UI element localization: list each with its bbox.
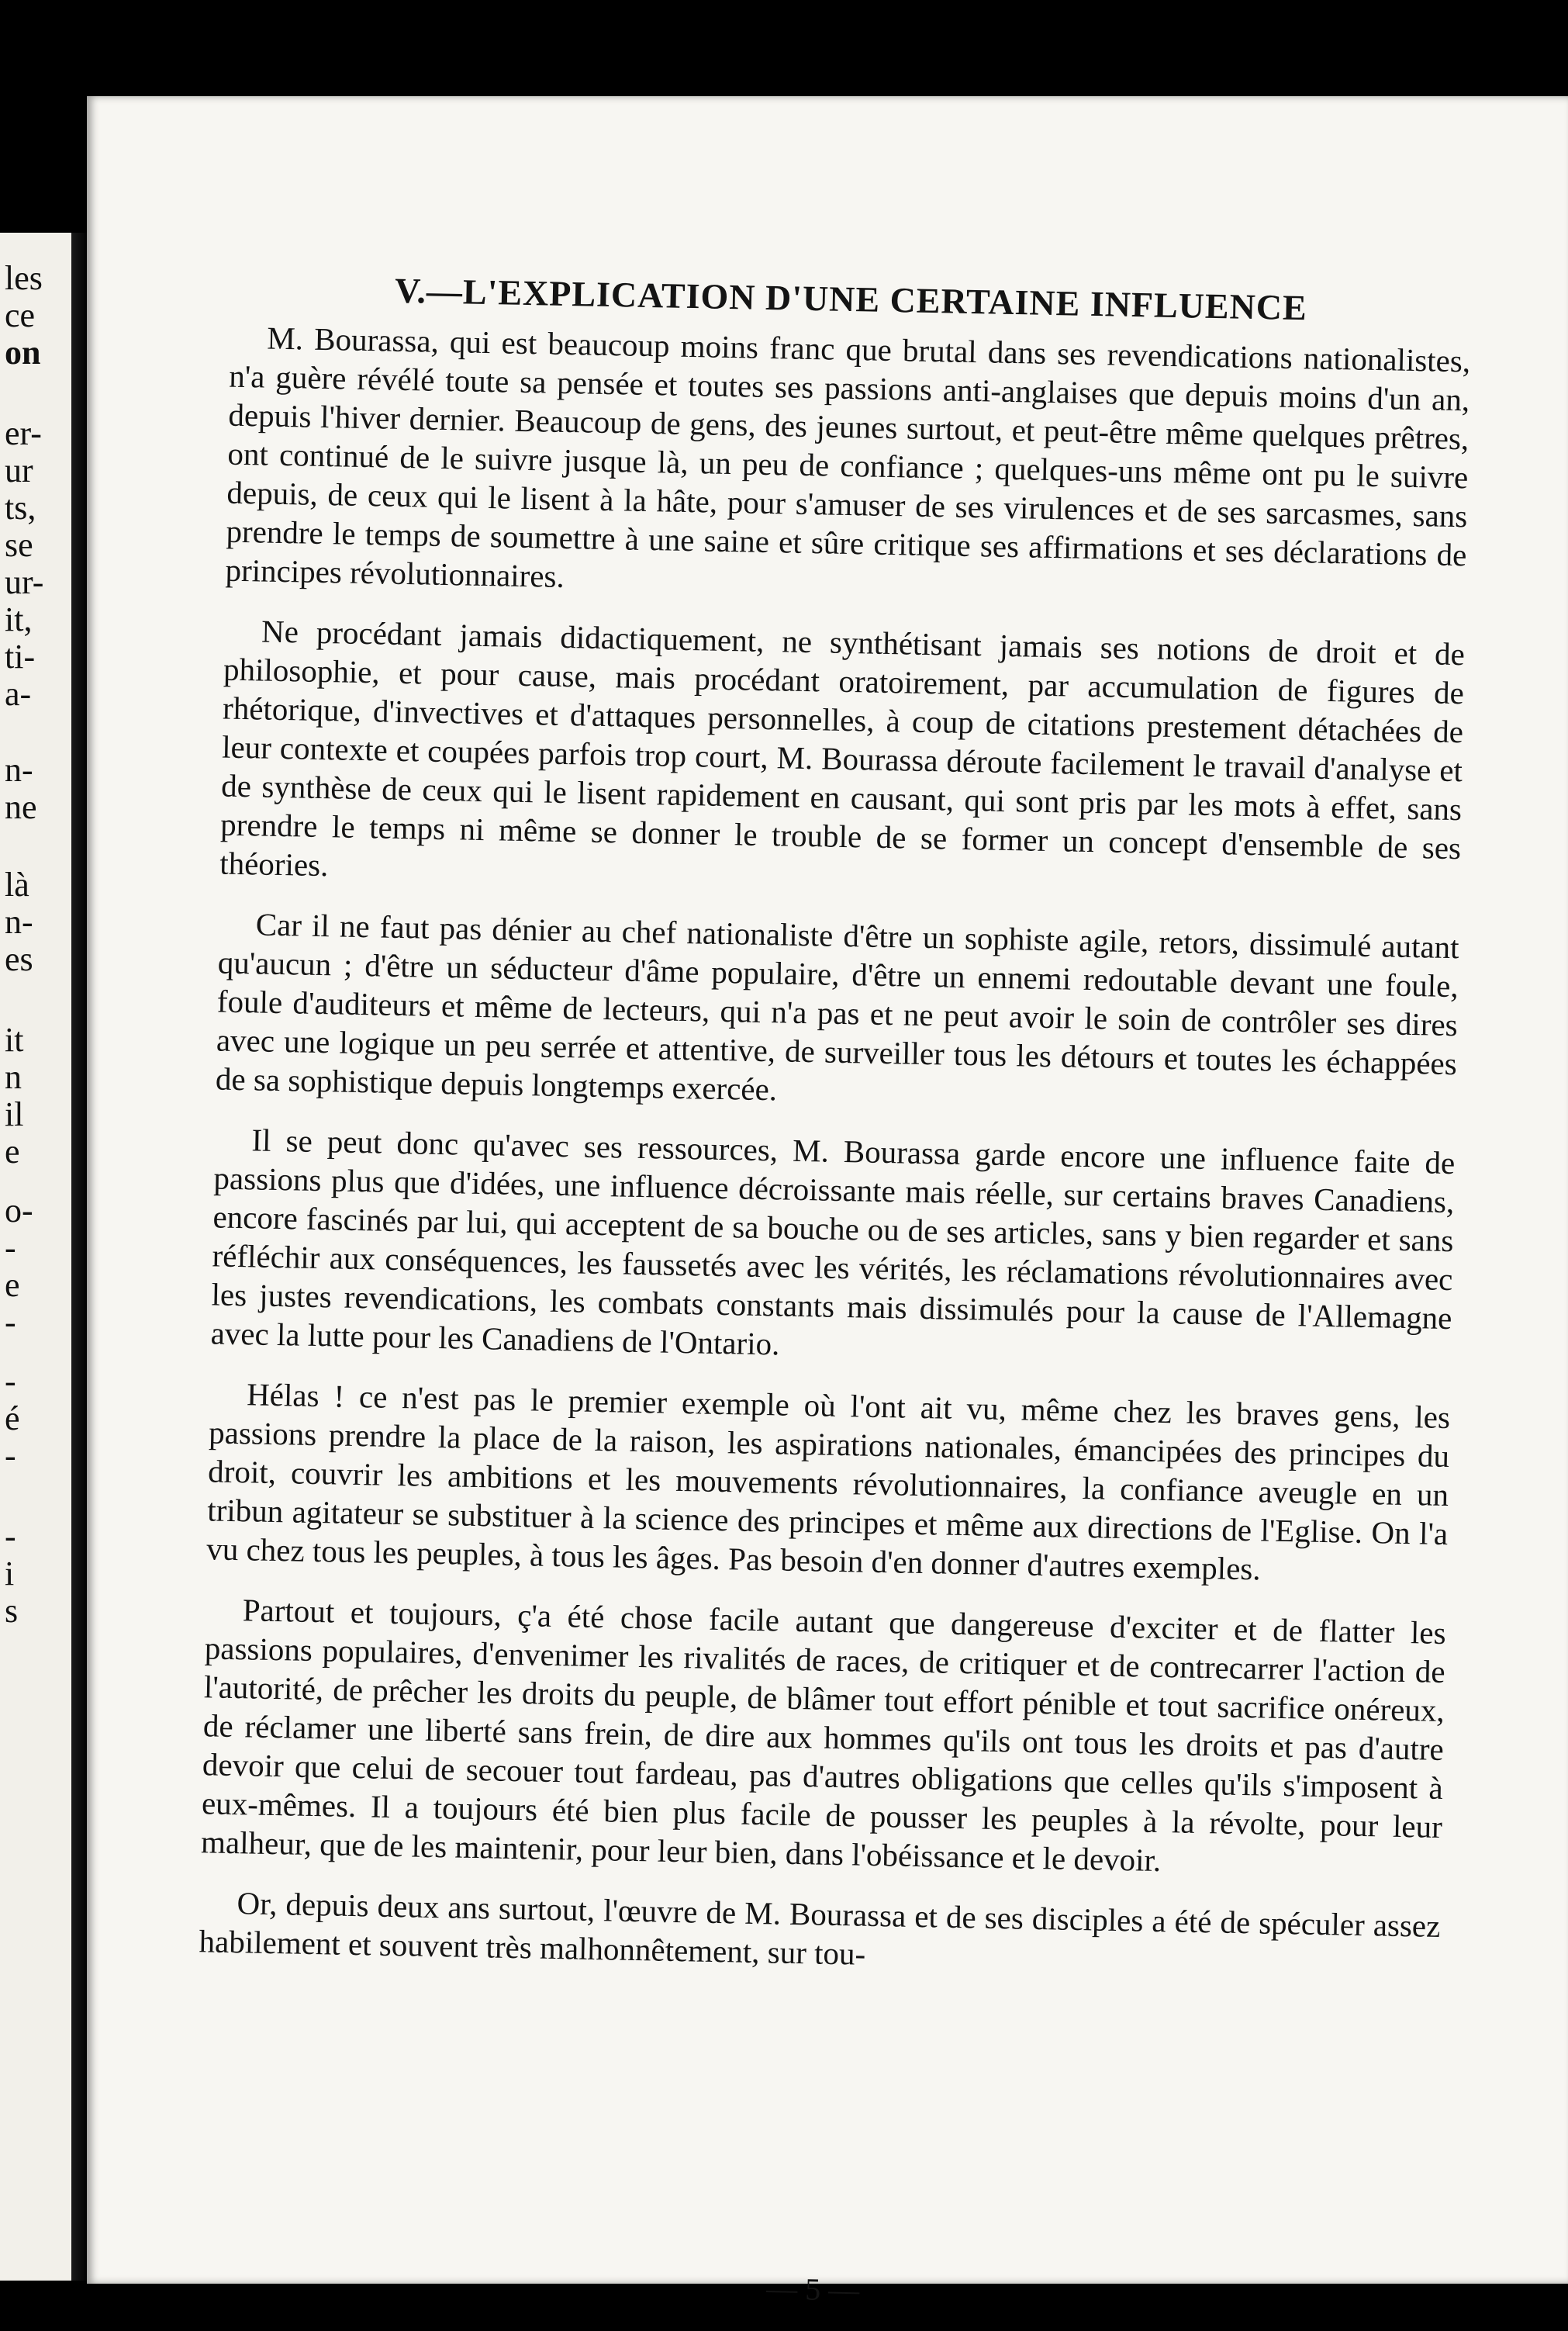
left-fragment: les xyxy=(5,259,43,297)
page-number: — 5 — xyxy=(765,2270,860,2308)
left-fragment: ur- xyxy=(5,563,44,601)
paragraph: Partout et toujours, ç'a été chose facile autant que dangereuse d'exciter et de flatter les passions populaires, d'envenimer les rivalités de races, de critiquer et de contrecarrer l'action de l'autorité, de prêcher les droits du peuple, de blâmer tout effort pénible et tout sacrifice onéreux, de réclamer une liberté sans frein, de dire aux hommes qu'ils ont tous les droits et pas d'autre devoir que celui de secouer tout fardeau, pas d'autres obligations que celles qu'ils s'imposent à eux-mêmes. Il a toujours été bien plus facile de pousser les peuples à la révolte, pour leur malheur, que de les maintenir, pour leur bien, dans l'obéissance et le devoir. xyxy=(200,1592,1447,1879)
paragraph: Ne procédant jamais didactiquement, ne synthétisant jamais ses notions de droit et de philosophie, et pour cause, mais procédant oratoirement, par accumulation de figures de rhétorique, d'invectives et d'attaques personnelles, à coup de citations prestement détachées de leur contexte et coupées parfois trop court, M. Bourassa déroute facilement le travail d'analyse et de synthèse de ceux qui le lisent rapidement en causant, qui sont pris par les mots à effet, sans prendre le temps ni même se donner le trouble de se former un concept d'ensemble de ses théories. xyxy=(219,613,1466,884)
section-heading: V.—L'EXPLICATION D'UNE CERTAINE INFLUENCE xyxy=(394,270,1308,328)
left-fragment: là xyxy=(5,866,29,904)
left-fragment: ne xyxy=(5,788,37,826)
left-fragment: ur xyxy=(5,451,33,489)
left-fragment: - xyxy=(5,1229,16,1267)
left-fragment: a- xyxy=(5,675,32,713)
left-fragment: e xyxy=(5,1133,20,1171)
paragraph: Hélas ! ce n'est pas le premier exemple où l'ont ait vu, même chez les braves gens, les passions prendre la place de la raison, les aspirations nationales, émancipées des principes du droit, couvrir les ambitions et les mouvements révolutionnaires, la confiance aveugle en un tribun agitateur se substituer à la science des principes et même aux directions de l'Eglise. On l'a vu chez tous les peuples, à tous les âges. Pas besoin d'en donner d'autres exemples. xyxy=(205,1376,1451,1587)
left-fragment: se xyxy=(5,526,33,564)
left-fragment: s xyxy=(5,1592,19,1630)
left-fragment: n- xyxy=(5,751,33,789)
left-fragment: er- xyxy=(5,414,42,452)
left-fragment: ti- xyxy=(5,638,36,676)
left-fragment: - xyxy=(5,1517,16,1555)
left-fragment: il xyxy=(5,1095,24,1133)
left-fragment: - xyxy=(5,1437,16,1475)
left-fragment: - xyxy=(5,1362,16,1400)
left-fragment: ce xyxy=(5,296,36,334)
left-fragment: é xyxy=(5,1399,20,1437)
left-fragment: es xyxy=(5,940,33,978)
left-fragment: e xyxy=(5,1266,20,1304)
page-gutter xyxy=(71,233,88,2281)
paragraph: Or, depuis deux ans surtout, l'œuvre de M. Bourassa et de ses disciples a été de spéculer assez habilement et souvent très malhonnêtement, sur tou- xyxy=(199,1885,1441,1972)
left-fragment: n- xyxy=(5,903,33,941)
left-fragment: it, xyxy=(5,600,33,638)
page-text-block xyxy=(195,266,1472,2308)
paragraph: M. Bourassa, qui est beaucoup moins franc que brutal dans ses revendications nationalistes, n'a guère révélé toute sa pensée et toutes ses passions anti-anglaises que depuis moins d'un an, depuis l'hiver dernier. Beaucoup de gens, des jeunes surtout, et peut-être même quelques prêtres, ont continué de le suivre jusque là, un peu de confiance ; quelques-uns même ont pu le suivre depuis, de ceux qui le lisent à la hâte, pour s'amuser de ses virulences et de ses sarcasmes, sans prendre le temps de soumettre à une saine et sûre critique ses affirmations et ses déclarations de principes révolutionnaires. xyxy=(225,320,1471,595)
left-page-fragment xyxy=(0,233,71,2281)
left-fragment: it xyxy=(5,1021,24,1059)
page xyxy=(87,96,1568,2308)
paragraph: Car il ne faut pas dénier au chef nationaliste d'être un sophiste agile, retors, dissimulé autant qu'aucun ; d'être un séducteur d'âme populaire, d'être un ennemi redoutable devant une foule, foule d'auditeurs et même de lecteurs, qui n'a pas et ne peut avoir le soin de contrôler ses dires avec une logique un peu serrée et attentive, de surveiller tous les détours et toutes les échappées de sa sophistique depuis longtemps exercée. xyxy=(215,906,1460,1108)
left-fragment: n xyxy=(5,1058,22,1096)
left-fragment: o- xyxy=(5,1191,33,1229)
left-fragment: ts, xyxy=(5,489,36,527)
paragraph: Il se peut donc qu'avec ses ressources, M. Bourassa garde encore une influence faite de passions plus que d'idées, une influence décroissante mais réelle, sur certains braves Canadiens, encore fascinés par lui, qui acceptent de sa bouche ou de ses articles, sans y bien regarder et sans réfléchir aux conséquences, les faussetés avec les vérités, les réclamations révolutionnaires avec les justes revendications, les combats constants mais dissimulés pour la cause de l'Allemagne avec la lutte pour les Canadiens de l'Ontario. xyxy=(210,1122,1456,1362)
left-fragment: i xyxy=(5,1555,15,1593)
left-fragment: on xyxy=(5,334,41,372)
left-fragment: - xyxy=(5,1303,16,1341)
